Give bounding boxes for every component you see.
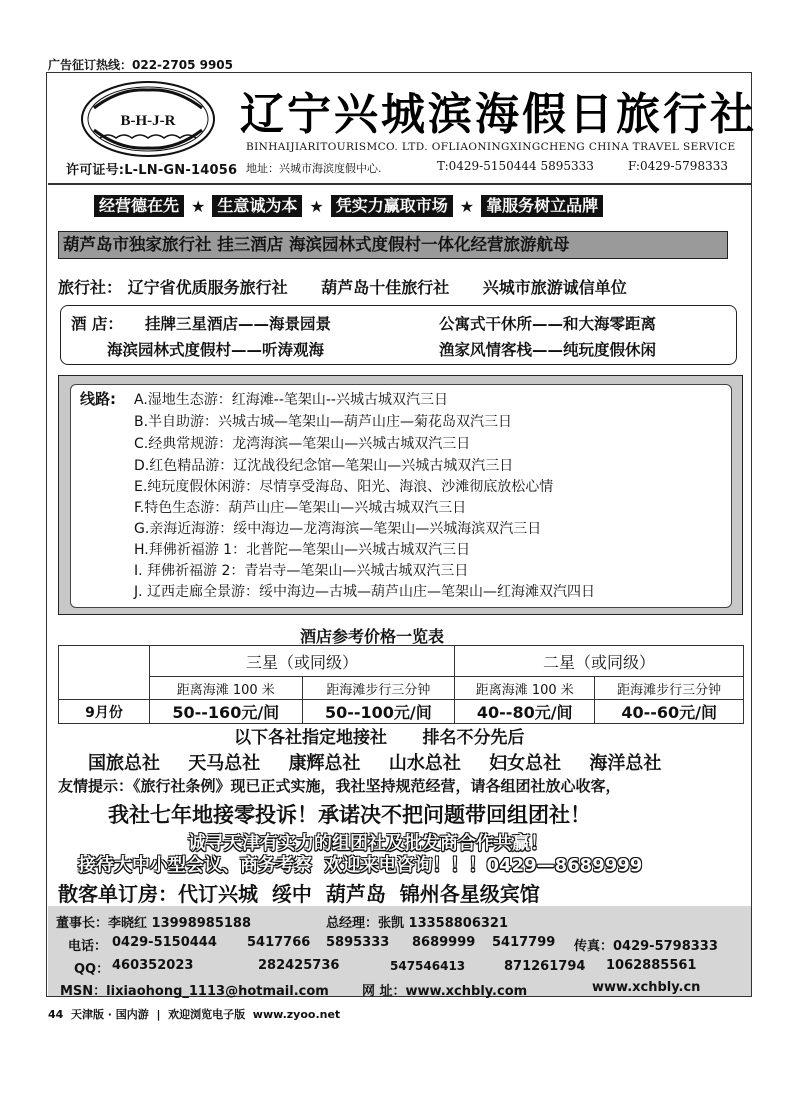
distance-header: 距离海滩 100 米 [455, 677, 595, 700]
route-item: G.亲海近海游：绥中海边—龙湾海滨—笔架山—兴城海滨双汽三日 [134, 521, 542, 537]
qq-number: 282425736 [258, 958, 340, 973]
contact-box [48, 906, 751, 999]
website-link[interactable]: 网 址：www.xchbly.com [362, 984, 528, 999]
hotel-box [60, 305, 737, 365]
promise-statement: 我社七年地接零投诉！承诺决不把问题带回组团社！ [108, 803, 591, 827]
route-item: C.经典常规游：龙湾海滨—笔架山—兴城古城双汽三日 [134, 436, 471, 452]
star-group-header: 三星（或同级） [150, 646, 455, 677]
agency-address: 地址：兴城市海滨度假中心. [246, 162, 382, 175]
honor-item: 兴城市旅游诚信单位 [482, 278, 627, 297]
route-item: A.湿地生态游：红海滩--笔架山--兴城古城双汽三日 [134, 392, 448, 408]
agency-item: 海洋总社 [589, 753, 662, 774]
partner-agencies [88, 749, 683, 775]
price-table [58, 645, 744, 724]
slogan: 靠服务树立品牌 [481, 195, 603, 217]
hotel-item: 公寓式干休所——和大海零距离 [439, 315, 657, 333]
msn-contact: MSN：lixiaohong_1113@hotmail.com [60, 984, 329, 999]
manager-contact: 总经理：张凯 13358806321 [326, 916, 509, 931]
slogan: 凭实力赢取市场 [331, 195, 453, 217]
phone-label: 电话： [68, 939, 108, 954]
honors-label: 旅行社： [58, 278, 123, 297]
hotel-label: 酒 店： [71, 315, 123, 333]
hotel-item: 挂牌三星酒店——海景园景 [145, 315, 332, 333]
qq-label: QQ： [74, 962, 110, 977]
agency-name: 辽宁兴城滨海假日旅行社 [240, 89, 757, 140]
friendly-tip: 友情提示：《旅行社条例》现已正式实施，我社坚持规范经营，请各组团社放心收客， [58, 777, 621, 795]
header-divider [48, 183, 751, 185]
slogan-bar [94, 194, 714, 218]
agency-item: 国旅总社 [88, 753, 160, 774]
agency-honors [58, 275, 655, 298]
qq-number: 871261794 [504, 959, 586, 974]
cooperation-line: 诚寻天津有实力的组团社及批发商合作共赢！ [188, 833, 548, 854]
agency-item: 康辉总社 [288, 753, 361, 774]
route-item: E.纯玩度假休闲游：尽情享受海岛、阳光、海浪、沙滩彻底放松心情 [134, 479, 554, 495]
qq-number: 460352023 [112, 958, 194, 973]
hotel-item: 渔家风情客栈——纯玩度假休闲 [439, 341, 657, 359]
slogan: 经营德在先 [94, 195, 184, 217]
route-item: H.拜佛祈福游 1：北普陀—笔架山—兴城古城双汽三日 [134, 542, 471, 558]
distance-header: 距海滩步行三分钟 [595, 677, 744, 700]
route-item: B.半自助游：兴城古城—笔架山—葫芦山庄—菊花岛双汽三日 [134, 414, 513, 430]
agency-english-name: BINHAIJIARITOURISMCO. LTD. OFLIAONINGXINGCHENG CHINA TRAVEL SERVICE [246, 141, 736, 153]
slogan: 生意诚为本 [212, 195, 302, 217]
price-cell: 50--100元/间 [302, 700, 455, 724]
phone-number: 0429-5150444 [112, 935, 217, 950]
qq-number: 547546413 [390, 959, 466, 973]
website-link-2[interactable]: www.xchbly.cn [592, 980, 701, 995]
honor-item: 葫芦岛十佳旅行社 [321, 278, 450, 297]
ad-hotline: 广告征订热线：022-2705 9905 [48, 58, 234, 72]
fax-contact: 传真：0429-5798333 [574, 939, 718, 954]
header-telephone: T:0429-5150444 5895333 [437, 159, 594, 173]
month-label: 9月份 [59, 700, 150, 724]
star-group-header: 二星（或同级） [455, 646, 744, 677]
cooperation-line: 接待大中小型会议、商务考察 欢迎来电咨询！！！0429—8689999 [78, 855, 643, 876]
star-icon: ★ [309, 196, 324, 216]
page-footer: 44 天津版 · 国内游 | 欢迎浏览电子版 www.zyoo.net [48, 1008, 341, 1021]
star-icon: ★ [191, 196, 206, 216]
feature-banner: 葫芦岛市独家旅行社 挂三酒店 海滨园林式度假村一体化经营旅游航母 [58, 231, 728, 259]
price-cell: 40--80元/间 [455, 700, 595, 724]
recommend-heading: 以下各社指定地接社 排名不分先后 [234, 728, 525, 748]
hotel-item: 海滨园林式度假村——听涛观海 [107, 341, 325, 359]
price-cell: 40--60元/间 [595, 700, 744, 724]
distance-header: 距海滩步行三分钟 [302, 677, 455, 700]
routes-label: 线路: [80, 390, 116, 408]
route-item: J. 辽西走廊全景游：绥中海边—古城—葫芦山庄—笔架山—红海滩双汽四日 [134, 584, 596, 600]
phone-number: 5417766 [247, 935, 311, 950]
star-icon: ★ [459, 196, 475, 216]
phone-number: 5895333 [326, 935, 390, 950]
price-cell: 50--160元/间 [150, 700, 303, 724]
table-corner [59, 646, 150, 700]
qq-number: 1062885561 [606, 958, 697, 973]
logo-text: B-H-J-R [120, 113, 176, 129]
phone-number: 8689999 [412, 935, 476, 950]
agency-item: 天马总社 [188, 753, 261, 774]
distance-header: 距离海滩 100 米 [150, 677, 303, 700]
agency-logo [80, 80, 216, 158]
route-item: D.红色精品游：辽沈战役纪念馆—笔架山—兴城古城双汽三日 [134, 458, 514, 474]
agency-item: 妇女总社 [489, 753, 562, 774]
route-item: F.特色生态游：葫芦山庄—笔架山—兴城古城双汽三日 [134, 500, 467, 516]
booking-line: 散客单订房：代订兴城 绥中 葫芦岛 锦州各星级宾馆 [58, 882, 540, 906]
phone-number: 5417799 [492, 935, 556, 950]
license-number: 许可证号:L-LN-GN-14056 [66, 163, 238, 178]
header-fax: F:0429-5798333 [628, 159, 728, 173]
route-item: I. 拜佛祈福游 2：青岩寺—笔架山—兴城古城双汽三日 [134, 563, 469, 579]
price-table-title: 酒店参考价格一览表 [300, 627, 445, 646]
chairman-contact: 董事长：李晓红 13998985188 [56, 916, 252, 931]
honor-item: 辽宁省优质服务旅行社 [127, 278, 288, 297]
agency-item: 山水总社 [388, 753, 461, 774]
